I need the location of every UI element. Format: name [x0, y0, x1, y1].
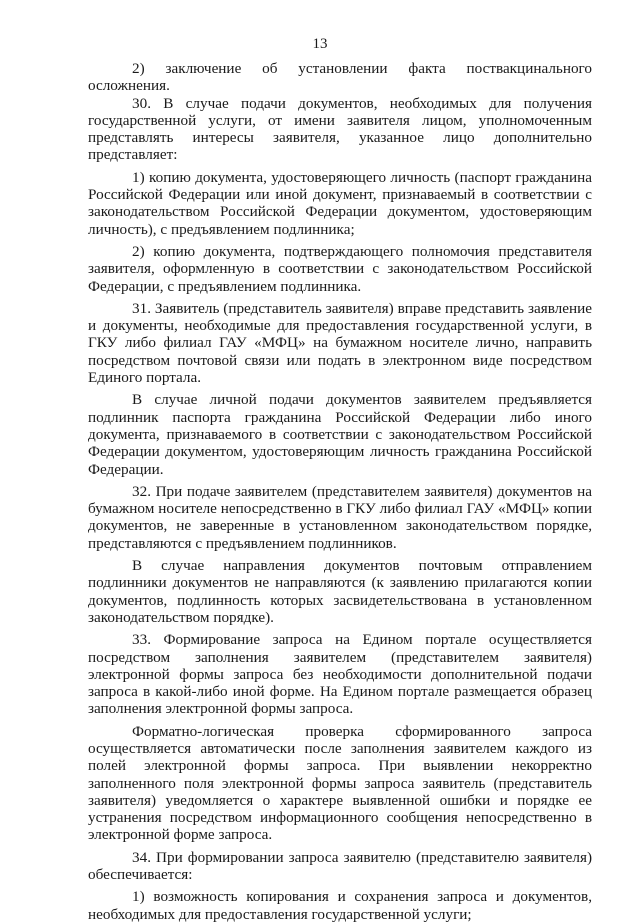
paragraph-31-personal-submission: В случае личной подачи документов заявителем предъявляется подлинник паспорта гражданина Российской Федерации либо иного документа, признаваемого в соответствии с законодательством Российской Федерации документом, удостоверяющим личность гражданина Российской Федерации.: [88, 391, 592, 478]
paragraph-30-item-1-identity-document: 1) копию документа, удостоверяющего личность (паспорт гражданина Российской Федерации или иной документ, признаваемый в соответствии с законодательством Российской Федерации документом, удостоверяющим личность), с предъявлением подлинника;: [88, 168, 592, 238]
paragraph-30-item-2-authority-document: 2) копию документа, подтверждающего полномочия представителя заявителя, оформленную в соответствии с законодательством Российской Федерации, с предъявлением подлинника.: [88, 242, 592, 295]
paragraph-31-submission-methods: 31. Заявитель (представитель заявителя) вправе представить заявление и документы, необходимые для предоставления государственной услуги, в ГКУ либо филиал ГАУ «МФЦ» на бумажном носителе лично, направить посредством почтовой связи или подать в электронном виде посредством Единого портала.: [88, 299, 592, 387]
page-number: 13: [312, 36, 328, 52]
paragraph-33-format-check: Форматно-логическая проверка сформированного запроса осуществляется автоматически после заполнения заявителем каждого из полей электронной формы запроса. При выявлении некорректно заполненного поля электронной формы запроса заявитель (представитель заявителя) уведомляется о характере выявленной ошибки и порядке ее устранения посредством информационного сообщения непосредственно в электронной форме запроса.: [88, 722, 592, 844]
paragraph-32-paper-copies: 32. При подаче заявителем (представителем заявителя) документов на бумажном носителе непосредственно в ГКУ либо филиал ГАУ «МФЦ» копии документов, не заверенные в установленном законодательством порядке, представляются с предъявлением подлинников.: [88, 482, 592, 552]
paragraph-30-representative-documents: 30. В случае подачи документов, необходимых для получения государственной услуги, от имени заявителя лицом, уполномоченным представлять интересы заявителя, указанное лицо дополнительно представляет:: [88, 94, 592, 164]
paragraph-34-item-1-copy-save: 1) возможность копирования и сохранения запроса и документов, необходимых для предоставления государственной услуги;: [88, 888, 592, 923]
document-body: [88, 60, 592, 923]
paragraph-32-postal-submission: В случае направления документов почтовым отправлением подлинники документов не направляются (к заявлению прилагаются копии документов, подлинность которых засвидетельствована в установленном законодательством порядке).: [88, 557, 592, 626]
paragraph-33-portal-request: 33. Формирование запроса на Едином портале осуществляется посредством заполнения заявителем (представителем заявителя) электронной формы запроса без необходимости дополнительной подачи запроса в какой-либо иной форме. На Едином портале размещается образец заполнения электронной формы запроса.: [88, 631, 592, 718]
paragraph-34-request-provisions: 34. При формировании запроса заявителю (представителю заявителя) обеспечивается:: [88, 848, 592, 884]
paragraph-item-2-vaccination-conclusion: 2) заключение об установлении факта поствакцинального осложнения.: [88, 60, 592, 95]
